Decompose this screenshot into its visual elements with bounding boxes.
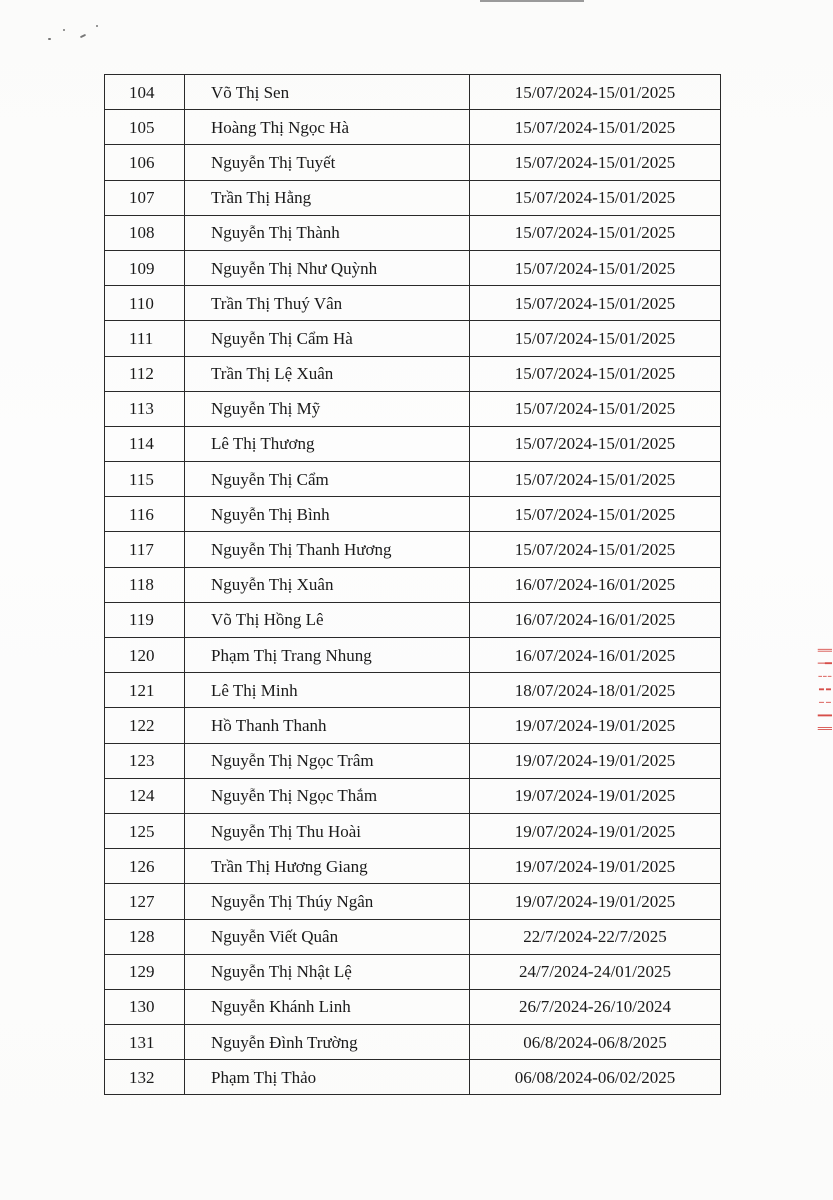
row-number-cell: 115 [105,462,185,497]
date-range-cell: 19/07/2024-19/01/2025 [470,849,721,884]
table-row [105,849,721,884]
table-row [105,989,721,1024]
date-range-cell: 22/7/2024-22/7/2025 [470,919,721,954]
full-name-cell: Lê Thị Thương [185,426,470,461]
table-row [105,954,721,989]
full-name-cell: Nguyễn Thị Bình [185,497,470,532]
row-number-cell: 121 [105,673,185,708]
row-number-cell: 112 [105,356,185,391]
date-range-cell: 15/07/2024-15/01/2025 [470,391,721,426]
full-name-cell: Võ Thị Hồng Lê [185,602,470,637]
row-number-cell: 125 [105,813,185,848]
table-row [105,356,721,391]
full-name-cell: Nguyễn Thị Ngọc Trâm [185,743,470,778]
row-number-cell: 106 [105,145,185,180]
row-number-cell: 109 [105,250,185,285]
date-range-cell: 15/07/2024-15/01/2025 [470,75,721,110]
date-range-cell: 16/07/2024-16/01/2025 [470,567,721,602]
full-name-cell: Hồ Thanh Thanh [185,708,470,743]
table-row [105,673,721,708]
table-row [105,813,721,848]
row-number-cell: 126 [105,849,185,884]
row-number-cell: 108 [105,215,185,250]
row-number-cell: 131 [105,1025,185,1060]
full-name-cell: Nguyễn Thị Thúy Ngân [185,884,470,919]
scan-edge-mark [480,0,584,2]
date-range-cell: 19/07/2024-19/01/2025 [470,778,721,813]
full-name-cell: Hoàng Thị Ngọc Hà [185,110,470,145]
table-row [105,110,721,145]
table-row [105,426,721,461]
scan-speck [80,34,86,38]
table-row [105,145,721,180]
date-range-cell: 26/7/2024-26/10/2024 [470,989,721,1024]
full-name-cell: Trần Thị Hương Giang [185,849,470,884]
row-number-cell: 118 [105,567,185,602]
table-row [105,462,721,497]
full-name-cell: Nguyễn Thị Cẩm Hà [185,321,470,356]
table-row [105,286,721,321]
table-row [105,250,721,285]
date-range-cell: 15/07/2024-15/01/2025 [470,145,721,180]
row-number-cell: 111 [105,321,185,356]
full-name-cell: Nguyễn Thị Thu Hoài [185,813,470,848]
table-row [105,708,721,743]
date-range-cell: 19/07/2024-19/01/2025 [470,708,721,743]
full-name-cell: Lê Thị Minh [185,673,470,708]
date-range-cell: 06/8/2024-06/8/2025 [470,1025,721,1060]
date-range-cell: 15/07/2024-15/01/2025 [470,250,721,285]
date-range-cell: 16/07/2024-16/01/2025 [470,638,721,673]
full-name-cell: Nguyễn Thị Như Quỳnh [185,250,470,285]
full-name-cell: Phạm Thị Thảo [185,1060,470,1095]
date-range-cell: 06/08/2024-06/02/2025 [470,1060,721,1095]
red-stamp-mark: ║ ┃ ╎ ╏ ┆ ╽ ║ [818,645,832,732]
table-row [105,1025,721,1060]
date-range-cell: 15/07/2024-15/01/2025 [470,356,721,391]
table-row [105,743,721,778]
row-number-cell: 127 [105,884,185,919]
row-number-cell: 104 [105,75,185,110]
full-name-cell: Phạm Thị Trang Nhung [185,638,470,673]
row-number-cell: 117 [105,532,185,567]
row-number-cell: 113 [105,391,185,426]
date-range-cell: 15/07/2024-15/01/2025 [470,426,721,461]
full-name-cell: Nguyễn Thị Nhật Lệ [185,954,470,989]
date-range-cell: 15/07/2024-15/01/2025 [470,321,721,356]
table-row [105,567,721,602]
row-number-cell: 114 [105,426,185,461]
date-range-cell: 15/07/2024-15/01/2025 [470,286,721,321]
row-number-cell: 105 [105,110,185,145]
date-range-cell: 16/07/2024-16/01/2025 [470,602,721,637]
full-name-cell: Trần Thị Lệ Xuân [185,356,470,391]
table-row [105,1060,721,1095]
full-name-cell: Nguyễn Khánh Linh [185,989,470,1024]
table-row [105,180,721,215]
full-name-cell: Nguyễn Thị Xuân [185,567,470,602]
row-number-cell: 132 [105,1060,185,1095]
full-name-cell: Nguyễn Thị Ngọc Thắm [185,778,470,813]
date-range-cell: 18/07/2024-18/01/2025 [470,673,721,708]
row-number-cell: 129 [105,954,185,989]
row-number-cell: 128 [105,919,185,954]
full-name-cell: Trần Thị Hằng [185,180,470,215]
date-range-cell: 15/07/2024-15/01/2025 [470,215,721,250]
full-name-cell: Nguyễn Thị Thành [185,215,470,250]
row-number-cell: 110 [105,286,185,321]
full-name-cell: Nguyễn Đình Trường [185,1025,470,1060]
row-number-cell: 107 [105,180,185,215]
row-number-cell: 123 [105,743,185,778]
full-name-cell: Nguyễn Thị Tuyết [185,145,470,180]
row-number-cell: 119 [105,602,185,637]
date-range-cell: 19/07/2024-19/01/2025 [470,743,721,778]
full-name-cell: Trần Thị Thuý Vân [185,286,470,321]
date-range-cell: 15/07/2024-15/01/2025 [470,532,721,567]
date-range-cell: 15/07/2024-15/01/2025 [470,110,721,145]
row-number-cell: 122 [105,708,185,743]
table-row [105,75,721,110]
table-row [105,884,721,919]
full-name-cell: Nguyễn Thị Thanh Hương [185,532,470,567]
row-number-cell: 116 [105,497,185,532]
date-range-cell: 19/07/2024-19/01/2025 [470,813,721,848]
date-range-cell: 24/7/2024-24/01/2025 [470,954,721,989]
date-range-cell: 15/07/2024-15/01/2025 [470,497,721,532]
table-row [105,391,721,426]
table-row [105,602,721,637]
full-name-cell: Nguyễn Viết Quân [185,919,470,954]
scan-speck [96,25,98,27]
row-number-cell: 120 [105,638,185,673]
table-row [105,778,721,813]
date-range-cell: 15/07/2024-15/01/2025 [470,180,721,215]
date-range-cell: 15/07/2024-15/01/2025 [470,462,721,497]
table-row [105,497,721,532]
table-row [105,321,721,356]
roster-table-body [105,75,721,1095]
table-row [105,638,721,673]
roster-table [104,74,721,1095]
table-row [105,215,721,250]
row-number-cell: 130 [105,989,185,1024]
date-range-cell: 19/07/2024-19/01/2025 [470,884,721,919]
full-name-cell: Nguyễn Thị Mỹ [185,391,470,426]
row-number-cell: 124 [105,778,185,813]
scan-speck [63,29,65,31]
table-row [105,919,721,954]
full-name-cell: Nguyễn Thị Cẩm [185,462,470,497]
roster-table-container [104,74,719,1095]
scan-speck [48,38,51,40]
full-name-cell: Võ Thị Sen [185,75,470,110]
table-row [105,532,721,567]
